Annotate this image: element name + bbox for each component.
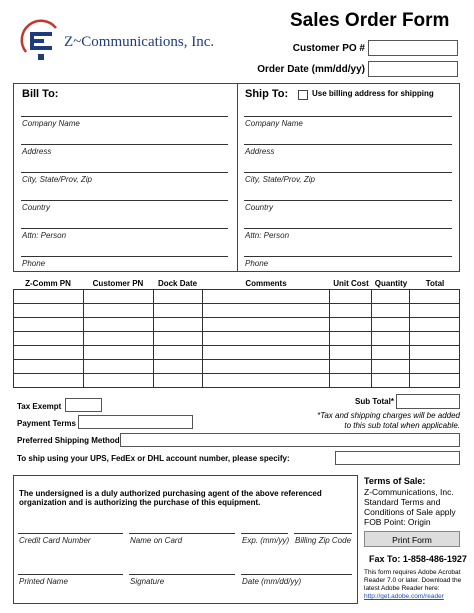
expiration-label: Exp. (mm/yy) <box>242 536 290 545</box>
ship-company-label: Company Name <box>245 119 303 128</box>
shipping-account-label: To ship using your UPS, FedEx or DHL account number, please specify: <box>17 454 290 463</box>
table-row <box>14 360 460 374</box>
preferred-shipping-label: Preferred Shipping Method <box>17 436 120 445</box>
cell-input[interactable] <box>153 304 202 318</box>
credit-card-number-label: Credit Card Number <box>19 536 91 545</box>
bill-city-label: City, State/Prov, Zip <box>22 175 92 184</box>
cell-input[interactable] <box>330 332 372 346</box>
ship-city-label: City, State/Prov, Zip <box>245 175 315 184</box>
table-row <box>14 304 460 318</box>
bill-to-title: Bill To: <box>22 88 59 100</box>
bill-phone-label: Phone <box>22 259 46 268</box>
cell-input[interactable] <box>153 360 202 374</box>
col-header-total: Total <box>425 279 445 288</box>
cell-input[interactable] <box>330 290 372 304</box>
ship-address-field[interactable] <box>244 144 452 145</box>
cell-input[interactable] <box>410 360 460 374</box>
credit-card-number-field[interactable] <box>18 533 123 534</box>
cell-input[interactable] <box>410 346 460 360</box>
ship-attn-field[interactable] <box>244 228 452 229</box>
cell-input[interactable] <box>330 304 372 318</box>
cell-input[interactable] <box>202 332 330 346</box>
cell-input[interactable] <box>14 304 84 318</box>
cell-input[interactable] <box>330 318 372 332</box>
cell-input[interactable] <box>372 374 410 388</box>
cell-input[interactable] <box>83 332 153 346</box>
cell-input[interactable] <box>202 360 330 374</box>
cell-input[interactable] <box>153 374 202 388</box>
bill-address-field[interactable] <box>21 144 228 145</box>
terms-title: Terms of Sale: <box>364 476 426 486</box>
ship-address-label: Address <box>245 147 275 156</box>
bill-country-field[interactable] <box>21 200 228 201</box>
customer-po-input[interactable] <box>368 40 458 56</box>
bill-city-field[interactable] <box>21 172 228 173</box>
print-form-button[interactable]: Print Form <box>364 531 460 547</box>
col-header-quantity: Quantity <box>374 279 408 288</box>
authorization-statement-line1: The undersigned is a duly authorized purchasing agent of the above referenced <box>19 489 322 498</box>
name-on-card-label: Name on Card <box>130 536 183 545</box>
table-row <box>14 374 460 388</box>
order-date-label: Order Date (mm/dd/yy) <box>257 64 365 75</box>
cell-input[interactable] <box>372 318 410 332</box>
cell-input[interactable] <box>202 374 330 388</box>
payment-terms-input[interactable] <box>78 415 193 429</box>
bill-attn-field[interactable] <box>21 228 228 229</box>
col-header-unit-cost: Unit Cost <box>333 279 369 288</box>
address-divider <box>237 83 238 272</box>
acrobat-note-line2: Reader 7.0 or later. Download the <box>364 577 462 584</box>
cell-input[interactable] <box>153 290 202 304</box>
cell-input[interactable] <box>372 290 410 304</box>
cell-input[interactable] <box>372 304 410 318</box>
table-row <box>14 346 460 360</box>
bill-country-label: Country <box>22 203 51 212</box>
order-date-input[interactable] <box>368 61 458 77</box>
bill-company-label: Company Name <box>22 119 80 128</box>
cell-input[interactable] <box>83 374 153 388</box>
terms-line: FOB Point: Origin <box>364 517 431 527</box>
payment-terms-label: Payment Terms <box>17 419 76 428</box>
ship-country-field[interactable] <box>244 200 452 201</box>
cell-input[interactable] <box>83 360 153 374</box>
cell-input[interactable] <box>14 374 84 388</box>
bill-address-label: Address <box>22 147 52 156</box>
cell-input[interactable] <box>202 346 330 360</box>
cell-input[interactable] <box>202 304 330 318</box>
cell-input[interactable] <box>14 332 84 346</box>
adobe-reader-link[interactable]: http://get.adobe.com/reader <box>364 593 444 600</box>
cell-input[interactable] <box>330 346 372 360</box>
billing-zip-field[interactable] <box>294 533 352 534</box>
name-on-card-field[interactable] <box>129 533 235 534</box>
cell-input[interactable] <box>153 346 202 360</box>
cell-input[interactable] <box>330 360 372 374</box>
cell-input[interactable] <box>14 360 84 374</box>
use-billing-label: Use billing address for shipping <box>312 89 434 98</box>
cell-input[interactable] <box>330 374 372 388</box>
cell-input[interactable] <box>83 346 153 360</box>
tax-exempt-input[interactable] <box>65 398 102 412</box>
cell-input[interactable] <box>202 318 330 332</box>
shipping-account-input[interactable] <box>335 451 460 465</box>
col-header-comments: Comments <box>245 279 287 288</box>
use-billing-checkbox[interactable] <box>298 90 308 100</box>
printed-name-label: Printed Name <box>19 577 68 586</box>
subtotal-input[interactable] <box>396 394 460 409</box>
company-name: Z~Communications, Inc. <box>64 34 215 50</box>
col-header-customer-pn: Customer PN <box>92 279 144 288</box>
sign-date-label: Date (mm/dd/yy) <box>242 577 302 586</box>
terms-line: Conditions of Sale apply <box>364 507 456 517</box>
ship-company-field[interactable] <box>244 116 452 117</box>
tax-note-line2: to this sub total when applicable. <box>344 421 460 430</box>
company-logo <box>18 18 64 64</box>
cell-input[interactable] <box>14 318 84 332</box>
ship-phone-field[interactable] <box>244 256 452 257</box>
line-items-table <box>13 289 460 388</box>
preferred-shipping-input[interactable] <box>120 433 460 447</box>
bill-company-field[interactable] <box>21 116 228 117</box>
ship-attn-label: Attn: Person <box>245 231 290 240</box>
cell-input[interactable] <box>83 290 153 304</box>
expiration-field[interactable] <box>241 533 288 534</box>
cell-input[interactable] <box>410 290 460 304</box>
bill-attn-label: Attn: Person <box>22 231 67 240</box>
subtotal-label: Sub Total* <box>355 397 394 406</box>
signature-field[interactable] <box>129 574 235 575</box>
cell-input[interactable] <box>83 304 153 318</box>
fax-number: Fax To: 1-858-486-1927 <box>369 554 467 564</box>
tax-note-line1: *Tax and shipping charges will be added <box>317 411 460 420</box>
signature-label: Signature <box>130 577 165 586</box>
cell-input[interactable] <box>14 346 84 360</box>
cell-input[interactable] <box>83 318 153 332</box>
col-header-zcomm-pn: Z-Comm PN <box>25 279 71 288</box>
ship-phone-label: Phone <box>245 259 269 268</box>
terms-line: Standard Terms and <box>364 497 441 507</box>
terms-line: Z-Communications, Inc. <box>364 487 454 497</box>
cell-input[interactable] <box>14 290 84 304</box>
ship-country-label: Country <box>245 203 274 212</box>
sign-date-field[interactable] <box>241 574 352 575</box>
table-row <box>14 318 460 332</box>
cell-input[interactable] <box>410 374 460 388</box>
table-row <box>14 332 460 346</box>
cell-input[interactable] <box>153 318 202 332</box>
cell-input[interactable] <box>372 346 410 360</box>
col-header-dock-date: Dock Date <box>157 279 198 288</box>
acrobat-note-line1: This form requires Adobe Acrobat <box>364 569 461 576</box>
cell-input[interactable] <box>202 290 330 304</box>
table-row <box>14 290 460 304</box>
ship-city-field[interactable] <box>244 172 452 173</box>
form-title: Sales Order Form <box>290 10 450 31</box>
bill-phone-field[interactable] <box>21 256 228 257</box>
ship-to-title: Ship To: <box>245 88 289 100</box>
cell-input[interactable] <box>410 318 460 332</box>
cell-input[interactable] <box>153 332 202 346</box>
authorization-statement-line2: organization and is authorizing the purchase of this equipment. <box>19 498 261 507</box>
cell-input[interactable] <box>372 360 410 374</box>
customer-po-label: Customer PO # <box>292 43 365 54</box>
cell-input[interactable] <box>410 304 460 318</box>
cell-input[interactable] <box>410 332 460 346</box>
acrobat-note-line3: latest Adobe Reader here: <box>364 585 440 592</box>
billing-zip-label: Billing Zip Code <box>295 536 352 545</box>
tax-exempt-label: Tax Exempt <box>17 402 62 411</box>
printed-name-field[interactable] <box>18 574 123 575</box>
cell-input[interactable] <box>372 332 410 346</box>
